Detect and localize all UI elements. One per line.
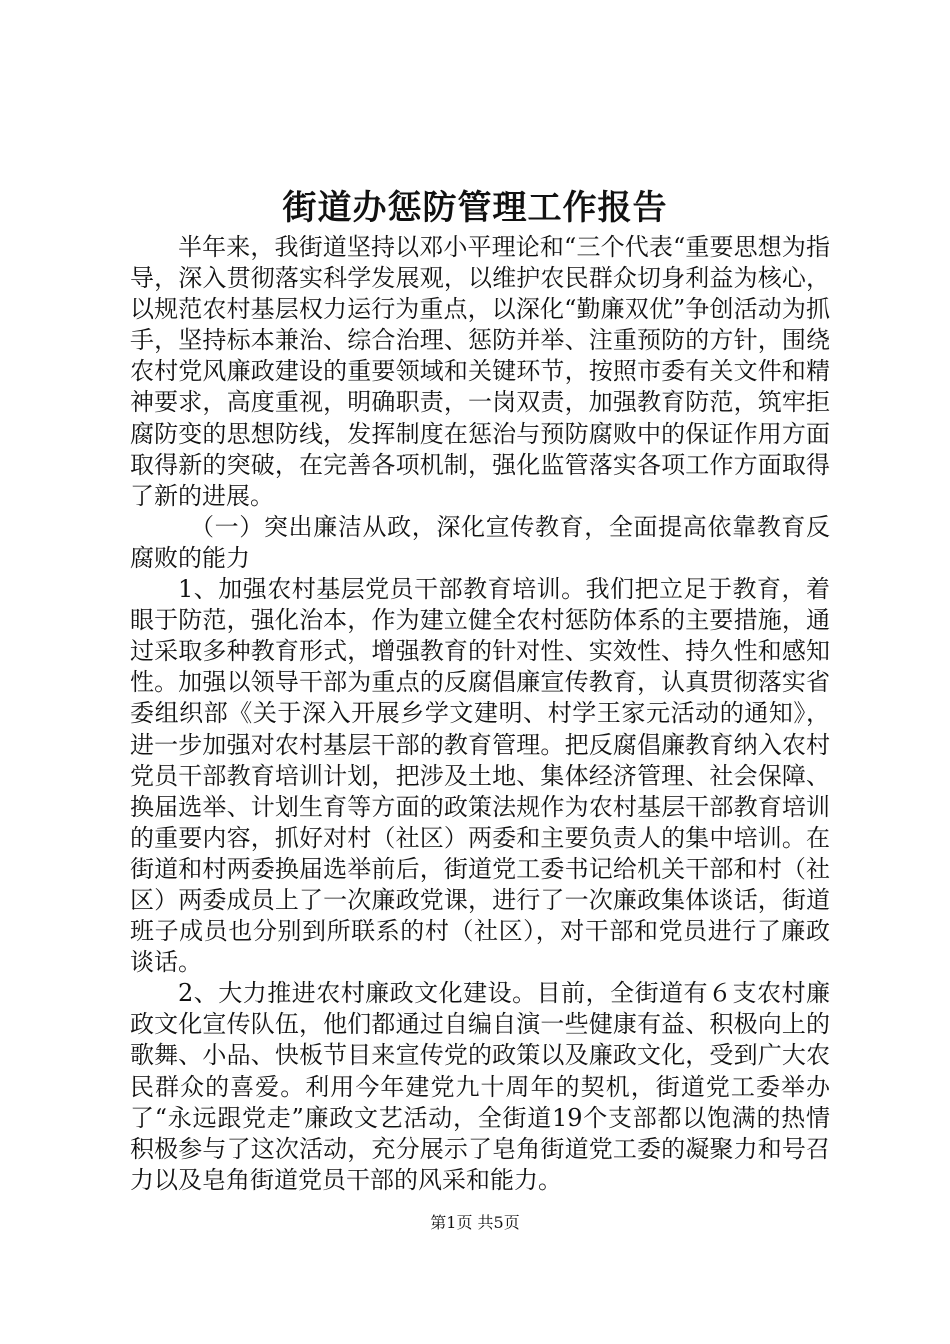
page-footer: 第1页 共5页 bbox=[430, 1213, 520, 1232]
document-body bbox=[130, 232, 830, 1196]
section-heading: （一）突出廉洁从政，深化宣传教育，全面提高依靠教育反腐败的能力 bbox=[130, 512, 830, 572]
paragraph-item-2: 2、大力推进农村廉政文化建设。目前，全街道有６支农村廉政文化宣传队伍，他们都通过自编自演一些健康有益、积极向上的歌舞、小品、快板节目来宣传党的政策以及廉政文化，受到广大农民群众的喜爱。利用今年建党九十周年的契机，街道党工委举办了“永远跟党走”廉政文艺活动，全街道19个支部都以饱满的热情积极参与了这次活动，充分展示了皂角街道党工委的凝聚力和号召力以及皂角街道党员干部的风采和能力。 bbox=[130, 979, 830, 1194]
paragraph-intro: 半年来，我街道坚持以邓小平理论和“三个代表“重要思想为指导，深入贯彻落实科学发展观，以维护农民群众切身利益为核心，以规范农村基层权力运行为重点，以深化“勤廉双优”争创活动为抓手，坚持标本兼治、综合治理、惩防并举、注重预防的方针，围绕农村党风廉政建设的重要领域和关键环节，按照市委有关文件和精神要求，高度重视，明确职责，一岗双责，加强教育防范，筑牢拒腐防变的思想防线，发挥制度在惩治与预防腐败中的保证作用方面取得新的突破，在完善各项机制，强化监管落实各项工作方面取得了新的进展。 bbox=[130, 233, 830, 510]
document-title: 街道办惩防管理工作报告 bbox=[282, 188, 668, 228]
paragraph-item-1: 1、加强农村基层党员干部教育培训。我们把立足于教育，着眼于防范，强化治本，作为建立健全农村惩防体系的主要措施，通过采取多种教育形式，增强教育的针对性、实效性、持久性和感知性。加强以领导干部为重点的反腐倡廉宣传教育，认真贯彻落实省委组织部《关于深入开展乡学文建明、村学王家元活动的通知》，进一步加强对农村基层干部的教育管理。把反腐倡廉教育纳入农村党员干部教育培训计划，把涉及土地、集体经济管理、社会保障、换届选举、计划生育等方面的政策法规作为农村基层干部教育培训的重要内容，抓好对村（社区）两委和主要负责人的集中培训。在街道和村两委换届选举前后，街道党工委书记给机关干部和村（社区）两委成员上了一次廉政党课，进行了一次廉政集体谈话，街道班子成员也分别到所联系的村（社区），对干部和党员进行了廉政谈话。 bbox=[130, 575, 830, 977]
